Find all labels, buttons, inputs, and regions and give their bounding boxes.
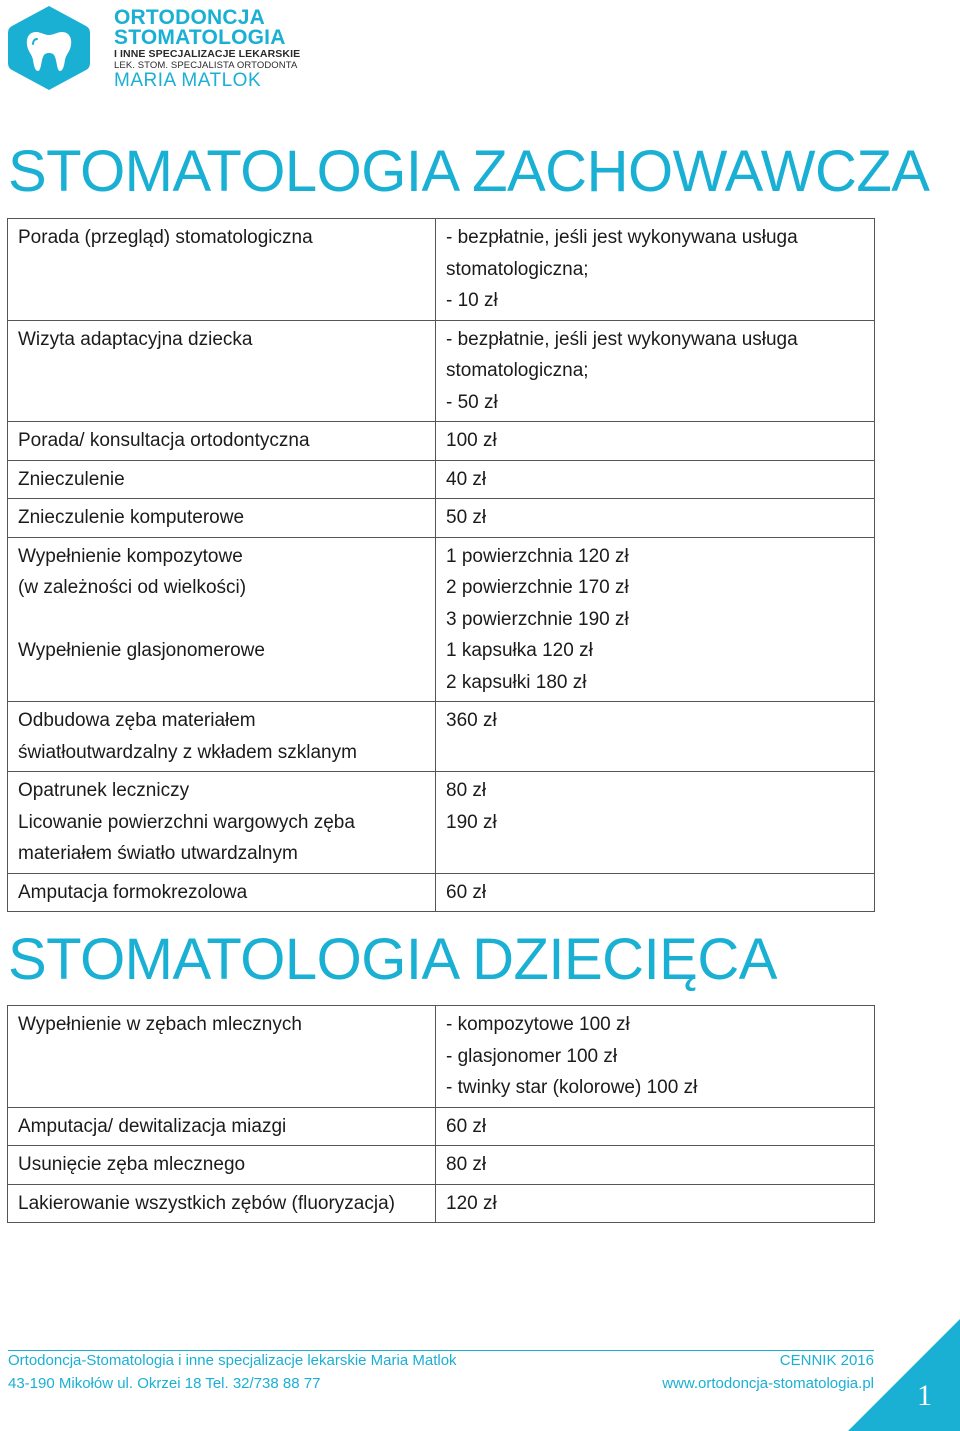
service-price-line: 360 zł xyxy=(446,710,497,731)
service-name-line: Porada (przegląd) stomatologiczna xyxy=(18,227,313,248)
service-price-line: 1 kapsułka 120 zł xyxy=(446,640,593,661)
service-price-cell xyxy=(436,1107,875,1146)
service-price-line: 80 zł xyxy=(446,1154,487,1175)
service-price-cell xyxy=(436,320,875,422)
clinic-logo xyxy=(6,4,306,92)
price-row xyxy=(8,422,875,461)
service-price-cell xyxy=(436,702,875,772)
footer-divider xyxy=(8,1350,874,1351)
price-row xyxy=(8,1146,875,1185)
service-price-line: 60 zł xyxy=(446,881,487,903)
service-name-cell xyxy=(8,1146,436,1185)
logo-doctor-name: MARIA MATLOK xyxy=(114,70,262,91)
service-name-cell xyxy=(8,1107,436,1146)
service-price-line: 1 powierzchnia 120 zł xyxy=(446,545,629,567)
service-price-line: - glasjonomer 100 zł xyxy=(446,1045,618,1067)
service-name-cell xyxy=(8,422,436,461)
price-row xyxy=(8,772,875,874)
price-row xyxy=(8,537,875,702)
service-price-cell xyxy=(436,537,875,702)
service-price-cell xyxy=(436,772,875,874)
service-price-line: - kompozytowe 100 zł xyxy=(446,1014,630,1035)
footer-company: Ortodoncja-Stomatologia i inne specjalizacje lekarskie Maria Matlok xyxy=(8,1352,457,1369)
service-name-line: Licowanie powierzchni wargowych zęba xyxy=(18,811,355,833)
logo-subtitle: I INNE SPECJALIZACJE LEKARSKIE xyxy=(114,48,301,60)
service-name-line: Amputacja formokrezolowa xyxy=(18,881,248,903)
footer-website-link[interactable]: www.ortodoncja-stomatologia.pl xyxy=(662,1375,874,1392)
service-name-line: Amputacja/ dewitalizacja miazgi xyxy=(18,1115,287,1137)
service-price-line: stomatologiczna; xyxy=(446,258,589,280)
price-table-conservative xyxy=(7,218,875,912)
service-name-line: Lakierowanie wszystkich zębów (fluoryzacja) xyxy=(18,1192,395,1214)
service-name-line: Opatrunek leczniczy xyxy=(18,780,190,801)
service-price-cell xyxy=(436,1146,875,1185)
service-name-line: Znieczulenie komputerowe xyxy=(18,507,245,528)
service-price-line: 50 zł xyxy=(446,507,487,528)
service-name-line: Odbudowa zęba materiałem xyxy=(18,710,256,731)
service-price-line: 100 zł xyxy=(446,430,497,451)
service-price-line: 60 zł xyxy=(446,1115,487,1137)
service-price-cell xyxy=(436,499,875,538)
service-name-cell xyxy=(8,499,436,538)
service-price-line: 40 zł xyxy=(446,468,487,490)
price-row xyxy=(8,1107,875,1146)
service-name-line: Znieczulenie xyxy=(18,468,125,490)
service-price-line: - twinky star (kolorowe) 100 zł xyxy=(446,1077,698,1098)
service-price-line: 2 powierzchnie 170 zł xyxy=(446,577,629,598)
page-corner-triangle xyxy=(848,1319,960,1431)
price-row xyxy=(8,873,875,912)
service-name-cell xyxy=(8,1006,436,1108)
logo-title-line1: ORTODONCJA xyxy=(114,6,265,29)
service-name-line: Wypełnienie kompozytowe xyxy=(18,545,243,567)
price-row xyxy=(8,1184,875,1223)
footer-pricelist: CENNIK 2016 xyxy=(779,1352,874,1369)
service-price-cell xyxy=(436,1006,875,1108)
tooth-icon xyxy=(6,4,92,92)
service-name-cell xyxy=(8,219,436,321)
service-name-line: Wizyta adaptacyjna dziecka xyxy=(18,328,253,350)
price-row xyxy=(8,499,875,538)
price-row xyxy=(8,702,875,772)
service-price-line: 190 zł xyxy=(446,811,497,833)
section-title-conservative: STOMATOLOGIA ZACHOWAWCZA xyxy=(8,139,930,204)
price-row xyxy=(8,1006,875,1108)
service-name-cell xyxy=(8,873,436,912)
service-price-line: - bezpłatnie, jeśli jest wykonywana usługa xyxy=(446,227,798,248)
service-name-cell xyxy=(8,320,436,422)
service-price-cell xyxy=(436,422,875,461)
service-name-cell xyxy=(8,772,436,874)
service-name-line: materiałem światło utwardzalnym xyxy=(18,843,298,864)
service-name-line: Usunięcie zęba mlecznego xyxy=(18,1154,246,1175)
price-row xyxy=(8,219,875,321)
section-title-pediatric: STOMATOLOGIA DZIECIĘCA xyxy=(8,927,777,992)
service-name-line: (w zależności od wielkości) xyxy=(18,577,247,598)
service-name-line: Porada/ konsultacja ortodontyczna xyxy=(18,430,310,451)
page-number: 1 xyxy=(917,1379,932,1412)
service-price-line: stomatologiczna; xyxy=(446,360,589,381)
service-price-line: 80 zł xyxy=(446,780,487,801)
service-name-cell xyxy=(8,702,436,772)
service-price-line: - 10 zł xyxy=(446,290,498,311)
service-price-line: 120 zł xyxy=(446,1192,497,1214)
service-price-cell xyxy=(436,1184,875,1223)
service-name-line: Wypełnienie glasjonomerowe xyxy=(18,640,265,661)
footer-address: 43-190 Mikołów ul. Okrzei 18 Tel. 32/738 88 77 xyxy=(8,1375,321,1392)
price-row xyxy=(8,460,875,499)
service-price-cell xyxy=(436,460,875,499)
price-table-pediatric xyxy=(7,1005,875,1223)
service-name-cell xyxy=(8,460,436,499)
price-row xyxy=(8,320,875,422)
service-name-cell xyxy=(8,1184,436,1223)
logo-title-line2: STOMATOLOGIA xyxy=(114,26,286,49)
service-price-cell xyxy=(436,873,875,912)
service-price-cell xyxy=(436,219,875,321)
service-name-line: Wypełnienie w zębach mlecznych xyxy=(18,1014,302,1035)
service-price-line: 2 kapsułki 180 zł xyxy=(446,671,587,693)
logo-specialist: LEK. STOM. SPECJALISTA ORTODONTA xyxy=(114,60,298,71)
service-price-line: - bezpłatnie, jeśli jest wykonywana usługa xyxy=(446,328,798,350)
service-name-line xyxy=(18,604,435,636)
service-price-line: - 50 zł xyxy=(446,391,498,413)
service-price-line: 3 powierzchnie 190 zł xyxy=(446,608,629,630)
service-name-cell xyxy=(8,537,436,702)
service-name-line: światłoutwardzalny z wkładem szklanym xyxy=(18,741,357,763)
